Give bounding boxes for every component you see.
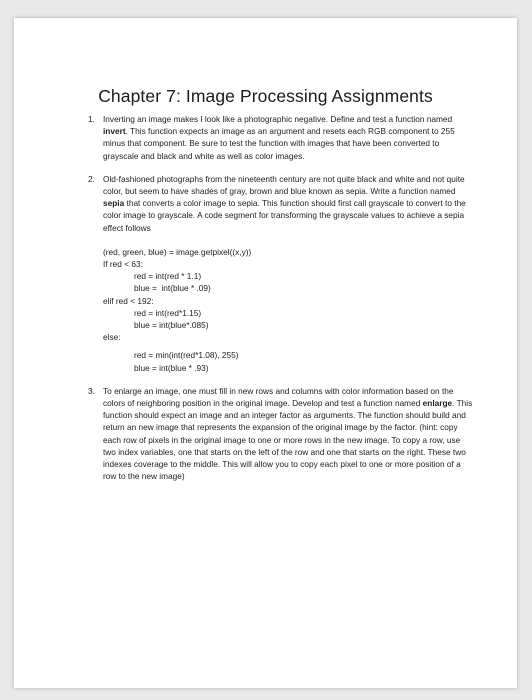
code-line: red = min(int(red*1.08), 255)	[134, 350, 239, 361]
item-text-before: Inverting an image makes I look like a photographic negative. Define and test a function named	[103, 114, 453, 124]
code-block	[103, 246, 473, 374]
item-text-after: that converts a color image to sepia. This function should first call grayscale to convert to the color image to grayscale. A code segment for transforming the grayscale values to achieve a sepia effect follows	[103, 198, 466, 233]
function-name-enlarge: enlarge	[422, 398, 453, 409]
code-line: blue = int(blue * .93)	[134, 362, 209, 373]
function-name-invert: invert	[103, 126, 126, 137]
item-text-after: . This function expects an image as an argument and resets each RGB component to 255 minus that component. Be sure to test the function with images that have been converted to grayscale and black and white as well as color images.	[103, 126, 455, 161]
item-number: 1.	[88, 114, 95, 124]
assignment-item-3	[88, 385, 473, 483]
code-line: red = int(red * 1.1)	[134, 271, 202, 282]
code-line: else:	[103, 332, 121, 343]
assignment-item-2	[88, 173, 473, 374]
item-text	[103, 385, 473, 483]
item-text-after: . This function should expect an image and an integer factor as arguments. The function should build and return an new image that represents the expansion of the original image by the factor. (hint: copy each row of pixels in the original image to one or more rows in the new image. To copy a row, use two index variables, one that starts on the left of the row and one that starts on the right. These two indexes coverage to the middle. This will allow you to copy each pixel to one or more position of a row to the new image)	[103, 398, 473, 482]
item-text	[103, 173, 473, 234]
item-text-before: Old-fashioned photographs from the nineteenth century are not quite black and white and not quite color, but seem to have shades of gray, brown and blue known as sepia. Write a function named	[103, 173, 465, 197]
item-text-before: To enlarge an image, one must fill in new rows and columns with color information based on the colors of neighboring position in the original image. Develop and test a function named	[103, 385, 454, 409]
code-line: elif red < 192:	[103, 295, 154, 306]
code-line: red = int(red*1.15)	[134, 307, 202, 318]
assignment-item-1	[88, 113, 473, 162]
code-line: (red, green, blue) = image.getpixel((x,y))	[103, 246, 252, 257]
assignment-list	[88, 113, 473, 482]
code-line: blue = int(blue*.085)	[134, 320, 209, 331]
code-line: If red < 63:	[103, 259, 143, 270]
page-title: Chapter 7: Image Processing Assignments	[98, 86, 433, 106]
item-number: 3.	[88, 385, 95, 396]
item-number: 2.	[88, 173, 95, 184]
document-page	[14, 18, 517, 688]
item-text	[103, 113, 473, 162]
code-line: blue = int(blue * .09)	[134, 283, 211, 294]
function-name-sepia: sepia	[103, 198, 125, 209]
